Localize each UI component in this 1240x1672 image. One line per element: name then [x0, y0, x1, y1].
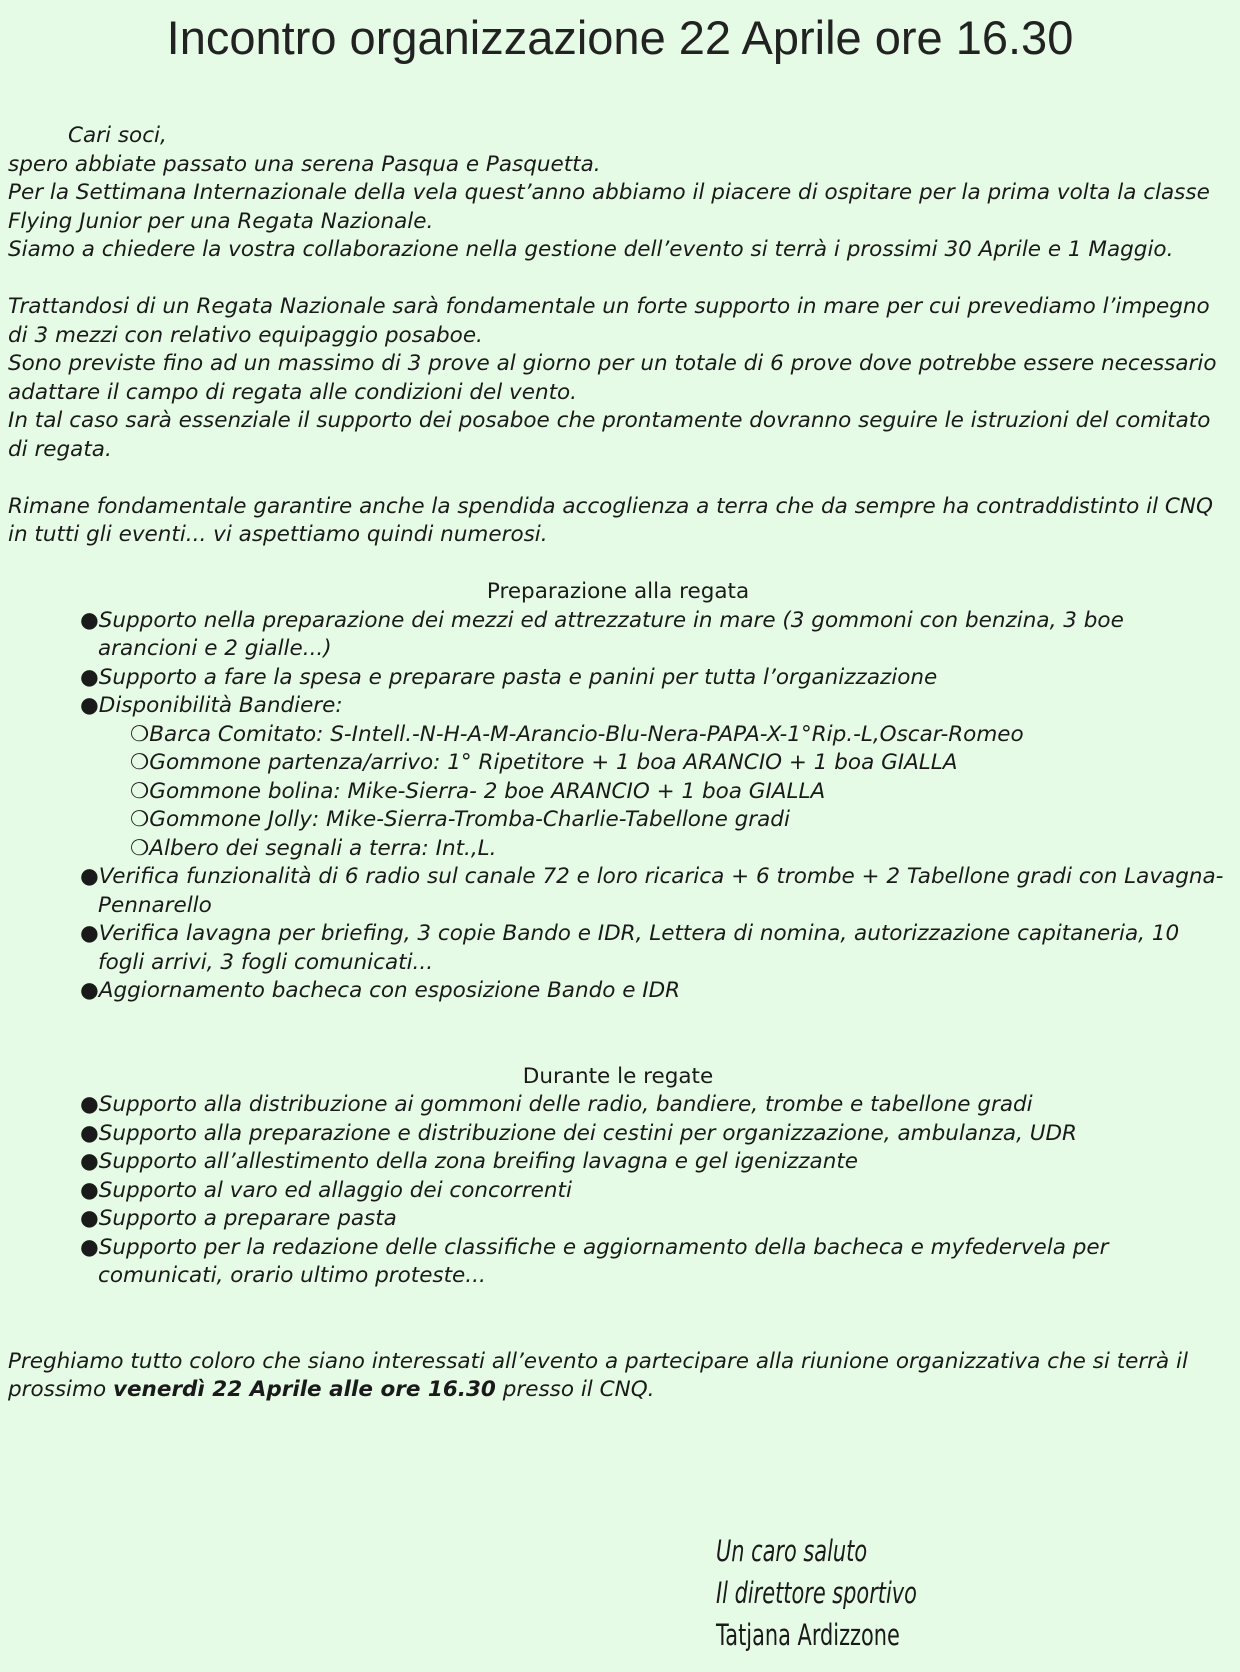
- during-list: [8, 1091, 1228, 1291]
- flag-item: ❍Albero dei segnali a terra: Int.,L.: [130, 835, 497, 861]
- list-item: ●Supporto all’allestimento della zona breifing lavagna e gel igenizzante: [80, 1149, 859, 1174]
- circle-bullet-icon: ❍: [130, 721, 150, 747]
- circle-bullet-icon: ❍: [130, 835, 150, 861]
- closing-paragraph: Preghiamo tutto coloro che siano interessati all’evento a partecipare alla riunione organizzativa che si terrà il prossimo venerdì 22 Aprile alle ore 16.30 presso il CNQ.: [8, 1348, 1188, 1402]
- circle-bullet-icon: ❍: [130, 778, 150, 804]
- page-title: Incontro organizzazione 22 Aprile ore 16.30: [166, 11, 1074, 64]
- bullet-icon: ●: [80, 978, 99, 1003]
- flag-item: ❍Gommone bolina: Mike-Sierra- 2 boe ARANCIO + 1 boa GIALLA: [130, 778, 826, 804]
- meeting-date: venerdì 22 Aprile alle ore 16.30: [112, 1377, 496, 1402]
- section-heading-durante: Durante le regate: [522, 1063, 714, 1089]
- circle-bullet-icon: ❍: [130, 807, 150, 832]
- flags-list: [98, 721, 1228, 864]
- flag-item: ❍Gommone partenza/arrivo: 1° Ripetitore + 1 boa ARANCIO + 1 boa GIALLA: [130, 750, 958, 775]
- list-item: ●Disponibilità Bandiere: ❍Barca Comitato: S-Intell.-N-H-A-M-Arancio-Blu-Nera-PAPA-X-1°Rip.-L,Oscar-Romeo ❍Gommone partenza/arrivo: 1° Ripetitore + 1 boa ARANCIO + 1 boa GIALLA ❍Gommone bolina: Mike-Sierra- 2 boe ARANCIO + 1 boa GIALLA ❍Gommone Jolly: Mike-Sierra-Tromba-Charlie-Tabellone gradi ❍Albero dei segnali a terra: Int.,L.: [80, 692, 1228, 863]
- paragraph-line: Trattandosi di un Regata Nazionale sarà fondamentale un forte supporto in mare per cui prevediamo l’impegno di 3 mezzi con relativo equipaggio posaboe.: [8, 294, 1210, 348]
- intro-line: spero abbiate passato una serena Pasqua e Pasquetta.: [8, 151, 601, 177]
- list-item: ●Supporto a preparare pasta: [80, 1206, 397, 1231]
- bullet-icon: ●: [80, 921, 99, 946]
- paragraph-accoglienza: Rimane fondamentale garantire anche la spendida accoglienza a terra che da sempre ha contraddistinto il CNQ in tutti gli eventi... vi aspettiamo quindi numerosi.: [8, 493, 1213, 547]
- paragraph-line: In tal caso sarà essenziale il supporto dei posaboe che prontamente dovranno seguire le istruzioni del comitato di regata.: [8, 408, 1211, 462]
- list-item: ●Verifica lavagna per briefing, 3 copie Bando e IDR, Lettera di nomina, autorizzazione capitaneria, 10 fogli arrivi, 3 fogli comunicati...: [80, 921, 1180, 975]
- prep-list: [8, 607, 1228, 1006]
- intro-line: Siamo a chiedere la vostra collaborazione nella gestione dell’evento si terrà i prossimi 30 Aprile e 1 Maggio.: [8, 237, 1174, 262]
- letter-body: [8, 122, 1228, 1405]
- bullet-icon: ●: [80, 1092, 99, 1117]
- list-item: ●Supporto nella preparazione dei mezzi ed attrezzature in mare (3 gommoni con benzina, 3 boe arancioni e 2 gialle...): [80, 607, 1124, 661]
- list-item: ●Supporto per la redazione delle classifiche e aggiornamento della bacheca e myfedervela per comunicati, orario ultimo proteste...: [80, 1234, 1109, 1288]
- bullet-icon: ●: [80, 1120, 99, 1146]
- signature-block: [716, 1530, 917, 1656]
- intro-line: Per la Settimana Internazionale della vela quest’anno abbiamo il piacere di ospitare per la prima volta la classe Flying Junior per una Regata Nazionale.: [8, 180, 1210, 234]
- bullet-icon: ●: [80, 1149, 99, 1174]
- signature-role: Il direttore sportivo: [716, 1576, 917, 1610]
- flag-item: ❍Barca Comitato: S-Intell.-N-H-A-M-Arancio-Blu-Nera-PAPA-X-1°Rip.-L,Oscar-Romeo: [130, 721, 1024, 747]
- bullet-icon: ●: [80, 693, 99, 718]
- list-item: ●Supporto a fare la spesa e preparare pasta e panini per tutta l’organizzazione: [80, 664, 938, 690]
- signature-name: Tatjana Ardizzone: [716, 1618, 900, 1652]
- salutation: Cari soci,: [68, 123, 167, 148]
- bullet-icon: ●: [80, 1234, 99, 1260]
- bullet-icon: ●: [80, 1177, 99, 1203]
- bullet-icon: ●: [80, 864, 99, 889]
- bullet-icon: ●: [80, 607, 99, 633]
- list-item: ●Supporto alla preparazione e distribuzione dei cestini per organizzazione, ambulanza, UDR: [80, 1120, 1077, 1146]
- paragraph-line: Sono previste fino ad un massimo di 3 prove al giorno per un totale di 6 prove dove potrebbe essere necessario adattare il campo di regata alle condizioni del vento.: [8, 351, 1217, 405]
- section-heading-preparazione: Preparazione alla regata: [486, 579, 750, 604]
- list-item: ●Aggiornamento bacheca con esposizione Bando e IDR: [80, 978, 681, 1003]
- bullet-icon: ●: [80, 1206, 99, 1231]
- circle-bullet-icon: ❍: [130, 750, 150, 775]
- list-item: ●Supporto alla distribuzione ai gommoni delle radio, bandiere, trombe e tabellone gradi: [80, 1092, 1033, 1117]
- list-item: ●Supporto al varo ed allaggio dei concorrenti: [80, 1177, 572, 1203]
- signature-greeting: Un caro saluto: [716, 1534, 868, 1568]
- flag-item: ❍Gommone Jolly: Mike-Sierra-Tromba-Charlie-Tabellone gradi: [130, 807, 790, 832]
- bullet-icon: ●: [80, 664, 99, 690]
- list-item: ●Verifica funzionalità di 6 radio sul canale 72 e loro ricarica + 6 trombe + 2 Tabellone gradi con Lavagna-Pennarello: [80, 864, 1224, 918]
